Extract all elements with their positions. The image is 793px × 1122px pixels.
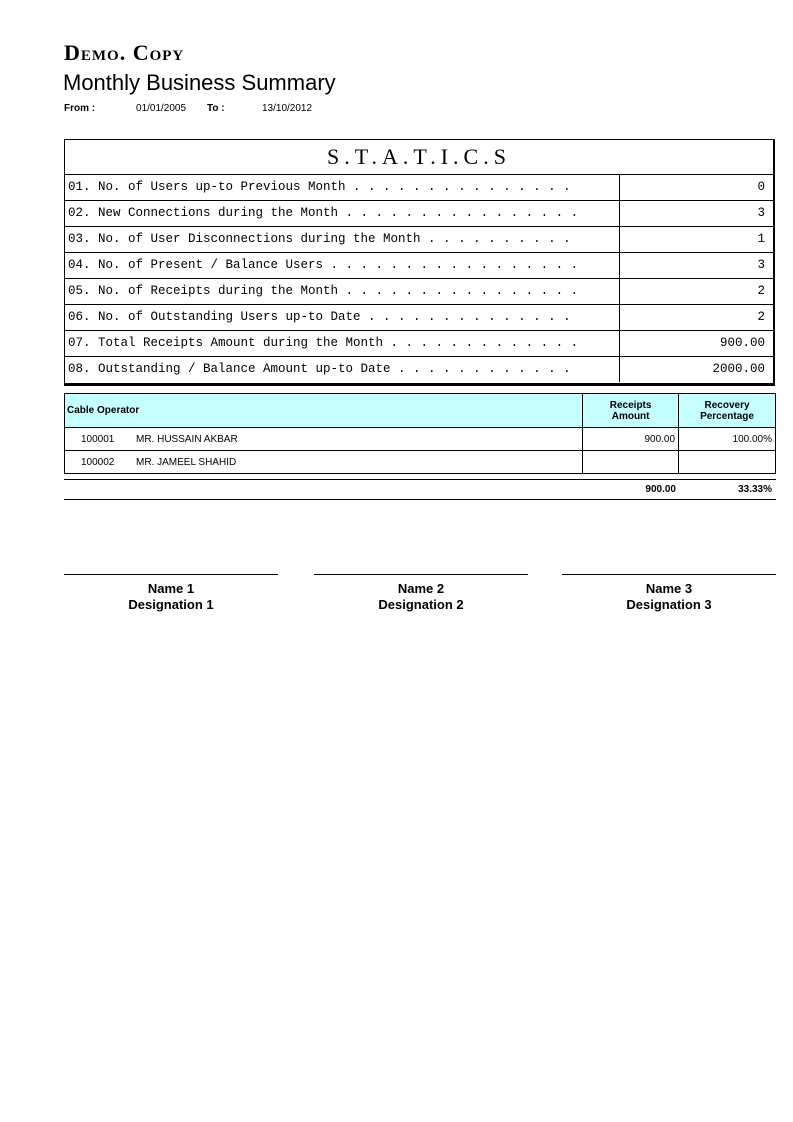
statics-row <box>65 253 773 279</box>
total-percentage: 33.33% <box>738 484 772 495</box>
signature-block-1 <box>64 574 278 613</box>
statics-row-label: 06. No. of Outstanding Users up-to Date . . . . . . . . . . . . . . <box>68 310 571 324</box>
statics-row <box>65 357 773 382</box>
statics-row <box>65 227 773 253</box>
statics-row-label: 04. No. of Present / Balance Users . . . . . . . . . . . . . . . . . <box>68 258 579 272</box>
from-label: From : <box>64 103 96 114</box>
recovery-percentage: 100.00% <box>679 428 776 451</box>
receipts-amount: 900.00 <box>583 428 679 451</box>
statics-row-value: 900.00 <box>619 331 769 356</box>
operator-code: 100001 <box>81 433 115 445</box>
page-title: Monthly Business Summary <box>63 70 336 95</box>
statics-row-label: 07. Total Receipts Amount during the Month . . . . . . . . . . . . . <box>68 336 579 350</box>
signature-designation: Designation 2 <box>378 597 464 612</box>
watermark: Demo. Copy <box>64 40 185 65</box>
operator-name: MR. HUSSAIN AKBAR <box>136 433 238 445</box>
receipts-header-line1: Receipts <box>609 399 652 411</box>
statics-row-label: 08. Outstanding / Balance Amount up-to Date . . . . . . . . . . . . <box>68 362 571 376</box>
statics-row-value: 3 <box>619 201 769 226</box>
totals-row <box>64 479 776 500</box>
statics-title: S.T.A.T.I.C.S <box>65 140 773 175</box>
recovery-header-line1: Recovery <box>704 399 750 411</box>
receipts-header-line2: Amount <box>611 410 650 422</box>
statics-row-value: 1 <box>619 227 769 252</box>
total-amount: 900.00 <box>645 484 676 495</box>
signature-name: Name 3 <box>645 581 693 596</box>
table-row <box>65 451 776 474</box>
statics-row-label: 03. No. of User Disconnections during the Month . . . . . . . . . . <box>68 232 571 246</box>
operator-cell <box>65 451 583 474</box>
column-header-cable-operator: Cable Operator <box>65 394 583 428</box>
operator-name: MR. JAMEEL SHAHID <box>136 456 237 468</box>
report-period <box>64 103 464 117</box>
signature-designation: Designation 1 <box>128 597 214 612</box>
to-date: 13/10/2012 <box>262 103 313 114</box>
receipts-amount <box>583 451 679 474</box>
statics-row <box>65 175 773 201</box>
signature-designation: Designation 3 <box>626 597 712 612</box>
operator-code: 100002 <box>81 456 115 468</box>
column-header-receipts-amount <box>583 394 679 428</box>
table-row <box>65 428 776 451</box>
operator-cell <box>65 428 583 451</box>
to-label: To : <box>207 103 225 114</box>
recovery-header-line2: Percentage <box>700 410 754 422</box>
statics-row-label: 05. No. of Receipts during the Month . . . . . . . . . . . . . . . . <box>68 284 579 298</box>
operator-table-header <box>65 394 776 428</box>
statics-row-value: 2 <box>619 279 769 304</box>
statics-box <box>64 139 775 386</box>
signature-block-3 <box>562 574 776 613</box>
recovery-percentage <box>679 451 776 474</box>
statics-row-value: 2 <box>619 305 769 330</box>
from-date: 01/01/2005 <box>136 103 187 114</box>
signature-block-2 <box>314 574 528 613</box>
statics-row-value: 0 <box>619 175 769 200</box>
statics-row <box>65 279 773 305</box>
statics-row <box>65 305 773 331</box>
signature-name: Name 1 <box>147 581 195 596</box>
statics-row-value: 3 <box>619 253 769 278</box>
statics-row-label: 02. New Connections during the Month . . . . . . . . . . . . . . . . <box>68 206 579 220</box>
statics-row <box>65 331 773 357</box>
statics-row-value: 2000.00 <box>619 357 769 382</box>
column-header-recovery-percentage <box>679 394 776 428</box>
statics-row <box>65 201 773 227</box>
statics-row-label: 01. No. of Users up-to Previous Month . . . . . . . . . . . . . . . <box>68 180 571 194</box>
signature-name: Name 2 <box>397 581 445 596</box>
operator-table <box>64 393 776 474</box>
